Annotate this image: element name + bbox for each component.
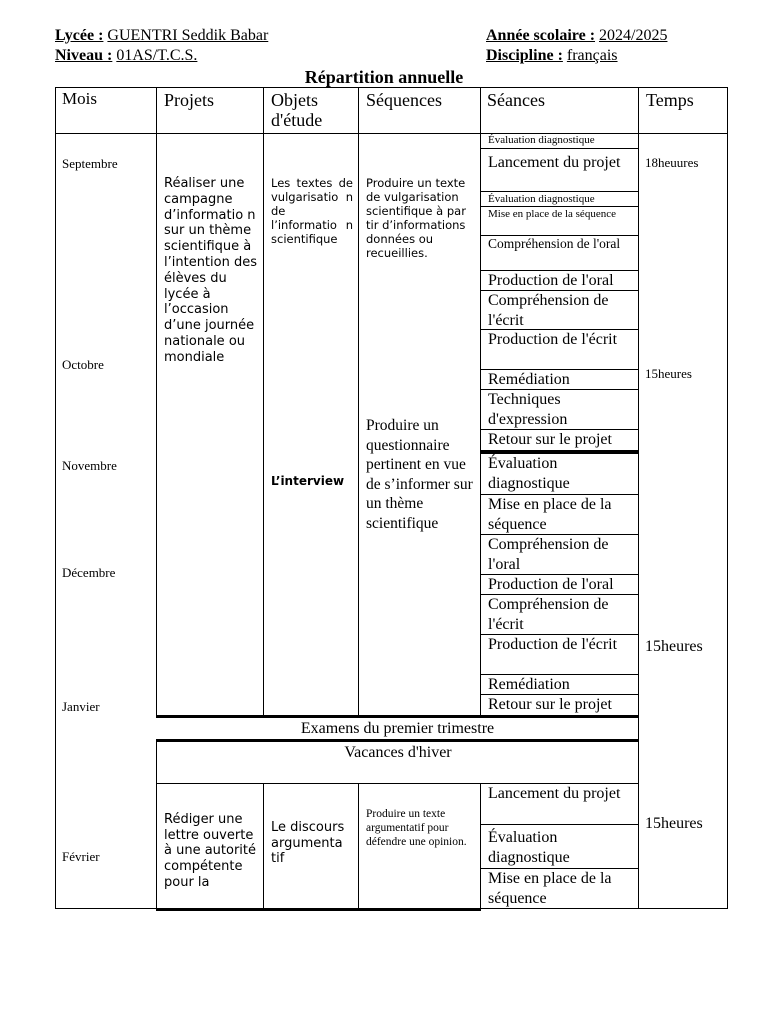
niveau-label: Niveau : bbox=[55, 47, 113, 64]
seance-cell: Évaluation diagnostique bbox=[480, 133, 639, 149]
seance-cell: Évaluation diagnostique bbox=[480, 191, 639, 207]
page-title: Répartition annuelle bbox=[304, 67, 464, 87]
seance-cell: Production de l'oral bbox=[480, 574, 639, 595]
temps-value: 15heures bbox=[645, 815, 703, 832]
col-header-sequences: Séquences bbox=[366, 90, 442, 110]
col-header-mois: Mois bbox=[62, 89, 97, 108]
temps-value: 15heures bbox=[645, 638, 703, 655]
sequence-text: Produire un texte de vulgarisation scientifique à par tir d’informations données ou recueillies. bbox=[366, 176, 466, 260]
col-header-temps: Temps bbox=[646, 90, 694, 110]
seance-cell: Lancement du projet bbox=[480, 784, 639, 825]
niveau-value: 01AS/T.C.S. bbox=[116, 47, 198, 64]
discipline-label: Discipline : bbox=[486, 47, 563, 64]
objet-text: L’interview bbox=[271, 474, 345, 488]
seance-cell: Mise en place de la séquence bbox=[480, 206, 639, 236]
seance-cell: Remédiation bbox=[480, 369, 639, 390]
objet-text: Le discours argumenta tif bbox=[271, 820, 345, 866]
col-divider bbox=[358, 784, 359, 909]
lycee-value: GUENTRI Seddik Babar bbox=[107, 27, 269, 44]
discipline-value: français bbox=[566, 47, 618, 64]
sequence-text: Produire un texte argumentatif pour défendre une opinion. bbox=[366, 808, 467, 848]
seance-cell: Évaluation diagnostique bbox=[480, 454, 639, 495]
col-divider bbox=[263, 784, 264, 909]
exams-row: Examens du premier trimestre bbox=[300, 720, 495, 737]
temps-value: 15heures bbox=[645, 366, 692, 381]
seance-cell: Compréhension de l'oral bbox=[480, 534, 639, 575]
annee-label: Année scolaire : bbox=[486, 27, 596, 44]
seance-cell: Mise en place de la séquence bbox=[480, 868, 639, 909]
month-label: Novembre bbox=[62, 458, 117, 473]
seance-cell: Compréhension de l'écrit bbox=[480, 290, 639, 330]
sequence-text: Produire un questionnaire pertinent en vue de s’informer sur un thème scientifique bbox=[366, 417, 473, 532]
month-label: Octobre bbox=[62, 357, 104, 372]
col-divider bbox=[358, 87, 359, 717]
annee-line bbox=[486, 26, 667, 46]
seance-cell: Production de l'écrit bbox=[480, 634, 639, 675]
objet-text: Les textes de vulgarisatio n de l’informatio n scientifique bbox=[271, 176, 353, 246]
seance-cell: Techniques d'expression bbox=[480, 389, 639, 430]
month-label: Janvier bbox=[62, 699, 100, 714]
project-text: Rédiger une lettre ouverte à une autorité compétente pour la bbox=[164, 812, 257, 890]
seance-cell: Production de l'écrit bbox=[480, 329, 639, 370]
col-header-projets: Projets bbox=[164, 90, 215, 110]
seance-cell: Compréhension de l'oral bbox=[480, 235, 639, 271]
annee-value: 2024/2025 bbox=[599, 27, 668, 44]
discipline-line bbox=[486, 46, 618, 66]
col-divider bbox=[263, 87, 264, 717]
col-divider bbox=[156, 87, 157, 717]
seance-cell: Évaluation diagnostique bbox=[480, 824, 639, 869]
seance-cell: Compréhension de l'écrit bbox=[480, 594, 639, 635]
seances-block-3 bbox=[480, 784, 638, 909]
lycee-label: Lycée : bbox=[55, 27, 104, 44]
lycee-line bbox=[55, 26, 268, 46]
bottom-thick-border bbox=[156, 908, 481, 911]
seance-cell: Remédiation bbox=[480, 674, 639, 695]
month-label: Février bbox=[62, 849, 100, 864]
seance-cell: Retour sur le projet bbox=[480, 429, 639, 451]
seance-cell: Lancement du projet bbox=[480, 148, 639, 192]
seances-block-2 bbox=[480, 454, 638, 716]
niveau-line bbox=[55, 46, 197, 66]
seances-block-1 bbox=[480, 133, 638, 451]
month-label: Décembre bbox=[62, 565, 116, 580]
seance-cell: Retour sur le projet bbox=[480, 694, 639, 716]
vacances-row: Vacances d'hiver bbox=[156, 742, 639, 784]
month-label: Septembre bbox=[62, 156, 118, 171]
seance-cell: Production de l'oral bbox=[480, 270, 639, 291]
col-divider bbox=[156, 784, 157, 909]
col-header-objets: Objets d'étude bbox=[271, 90, 323, 130]
col-header-seances: Séances bbox=[487, 90, 545, 110]
seance-cell: Mise en place de la séquence bbox=[480, 494, 639, 535]
temps-value: 18heuures bbox=[645, 155, 699, 170]
project-text: Réaliser une campagne d’informatio n sur un thème scientifique à l’intention des élèves du lycée à l’occasion d’une journée nationale ou mondiale bbox=[164, 176, 257, 365]
